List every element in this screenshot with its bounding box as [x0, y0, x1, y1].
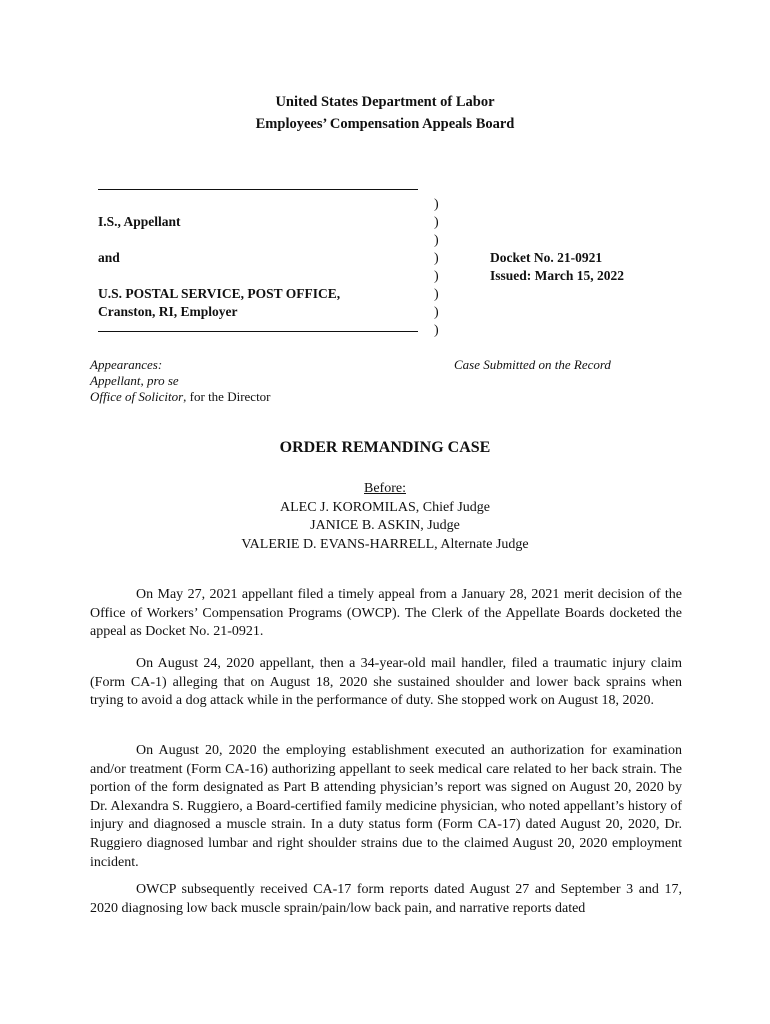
- judge-name: JANICE B. ASKIN, Judge: [310, 518, 460, 533]
- judge-name: VALERIE D. EVANS-HARRELL, Alternate Judge: [241, 536, 529, 552]
- appellant-label: Appellant: [90, 373, 141, 388]
- paragraph-text: On August 20, 2020 the employing establishment executed an authorization for examination and/or treatment (Form CA-16) authorizing appellant to seek medical care related to her back strain. The portion of the form designated as Part B attending physician’s report was signed on August 20, 2020 by Dr. Alexandra S. Ruggiero, a Board-certified family medicine physician, who noted appellant’s history of injury and diagnosed a muscle strain. In a duty status form (Form CA-17) dated August 20, 2020, Dr. Ruggiero diagnosed lumbar and right shoulder strains due to the claimed August 20, 2020 employment incident.: [90, 743, 682, 870]
- caption-paren: ): [434, 251, 439, 266]
- and-text: and: [98, 250, 120, 265]
- body-paragraph: [90, 655, 682, 711]
- pro-se-text: , pro se: [140, 373, 179, 388]
- docket-number: Docket No. 21-0921: [490, 250, 603, 265]
- caption-bottom-rule: [98, 331, 418, 332]
- issued-date: Issued: March 15, 2022: [490, 268, 625, 283]
- appearances-label: Appearances:: [90, 357, 163, 372]
- body-paragraph: [90, 742, 682, 872]
- caption-paren: ): [434, 233, 439, 248]
- paragraph-text: OWCP subsequently received CA-17 form reports dated August 27 and September 3 and 17, 2020 diagnosing low back muscle sprain/pain/low back pain, and narrative reports dated: [90, 882, 682, 916]
- caption-paren: ): [434, 215, 439, 230]
- caption-paren: ): [434, 287, 439, 302]
- board-name: Employees’ Compensation Appeals Board: [255, 116, 515, 132]
- judges-block: [0, 480, 770, 554]
- body-paragraph: [90, 586, 682, 642]
- appellant-appearance: [90, 373, 179, 389]
- case-submitted-note: Case Submitted on the Record: [454, 357, 611, 372]
- solicitor-appearance: [90, 389, 271, 405]
- judge-name: ALEC J. KOROMILAS, Chief Judge: [280, 499, 490, 515]
- caption-paren: ): [434, 323, 439, 338]
- solicitor-label: Office of Solicitor: [90, 389, 184, 404]
- employer-line-1: U.S. POSTAL SERVICE, POST OFFICE,: [98, 286, 341, 301]
- employer-line-2: Cranston, RI, Employer: [98, 304, 238, 319]
- for-director-text: , for the Director: [183, 389, 271, 404]
- body-paragraph: [90, 881, 682, 918]
- appellant-name: I.S., Appellant: [98, 214, 181, 229]
- order-title: ORDER REMANDING CASE: [279, 439, 491, 456]
- caption-paren: ): [434, 269, 439, 284]
- before-label: Before:: [364, 481, 406, 496]
- caption-paren: ): [434, 197, 439, 212]
- caption-top-rule: [98, 189, 418, 190]
- caption-paren: ): [434, 305, 439, 320]
- paragraph-text: On May 27, 2021 appellant filed a timely appeal from a January 28, 2021 merit decision of the Office of Workers’ Compensation Programs (OWCP). The Clerk of the Appellate Boards docketed the appeal as Docket No. 21-0921.: [90, 587, 682, 640]
- agency-name: United States Department of Labor: [275, 94, 495, 110]
- paragraph-text: On August 24, 2020 appellant, then a 34-year-old mail handler, filed a traumatic injury claim (Form CA-1) alleging that on August 18, 2020 she sustained shoulder and lower back sprains when trying to avoid a dog attack while in the performance of duty. She stopped work on August 18, 2020.: [90, 656, 682, 709]
